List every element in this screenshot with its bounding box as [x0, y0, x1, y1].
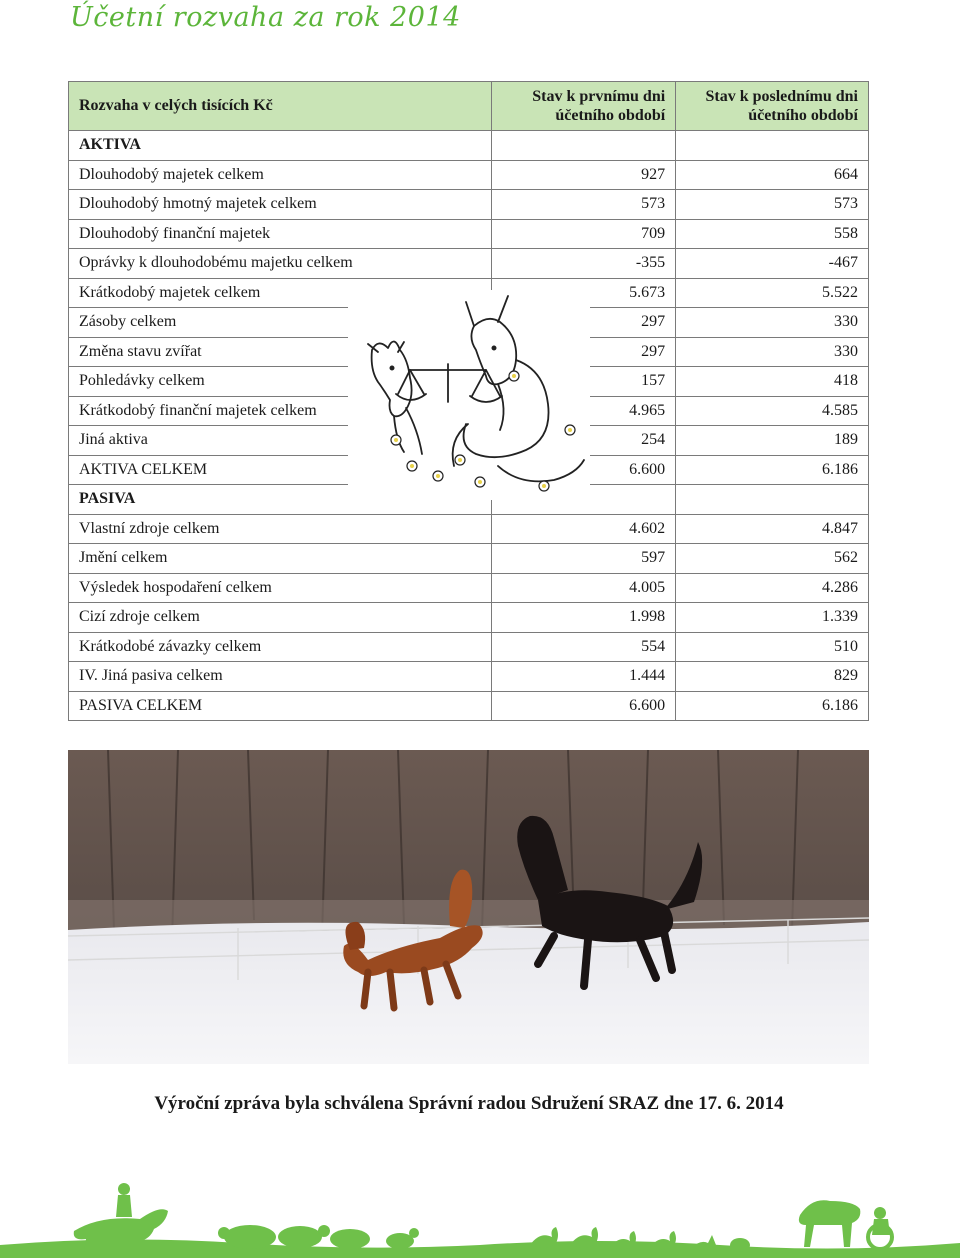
table-header-row: [69, 82, 869, 131]
row-label: Krátkodobé závazky celkem: [69, 632, 492, 662]
row-label: Dlouhodobý majetek celkem: [69, 160, 492, 190]
row-start-value: 4.602: [492, 514, 676, 544]
row-start-value: -355: [492, 249, 676, 279]
row-end-value: 4.847: [676, 514, 869, 544]
row-start-value: 597: [492, 544, 676, 574]
row-start-value: 254: [492, 426, 676, 456]
row-label: AKTIVA CELKEM: [69, 455, 492, 485]
header-label: Rozvaha v celých tisících Kč: [69, 82, 492, 131]
row-label: Výsledek hospodaření celkem: [69, 573, 492, 603]
row-end-value: 4.585: [676, 396, 869, 426]
table-row: [69, 514, 869, 544]
row-end-value: 418: [676, 367, 869, 397]
row-label: Jiná aktiva: [69, 426, 492, 456]
row-start-value: 297: [492, 337, 676, 367]
row-end-value: [676, 131, 869, 161]
row-label: Změna stavu zvířat: [69, 337, 492, 367]
approval-statement: Výroční zpráva byla schválena Správní radou Sdružení SRAZ dne 17. 6. 2014: [154, 1093, 784, 1114]
table-row: [69, 573, 869, 603]
row-start-value: 1.444: [492, 662, 676, 692]
row-start-value: 554: [492, 632, 676, 662]
row-end-value: 510: [676, 632, 869, 662]
row-start-value: 6.600: [492, 691, 676, 721]
row-start-value: 5.673: [492, 278, 676, 308]
row-label: AKTIVA: [69, 131, 492, 161]
row-start-value: 927: [492, 160, 676, 190]
row-start-value: 573: [492, 190, 676, 220]
row-end-value: -467: [676, 249, 869, 279]
row-end-value: 664: [676, 160, 869, 190]
row-label: Vlastní zdroje celkem: [69, 514, 492, 544]
header-last-day-line1: Stav k poslednímu dni: [705, 88, 858, 105]
row-end-value: 4.286: [676, 573, 869, 603]
header-first-day: [492, 82, 676, 131]
row-end-value: 573: [676, 190, 869, 220]
row-end-value: 558: [676, 219, 869, 249]
table-row: [69, 632, 869, 662]
row-label: Oprávky k dlouhodobému majetku celkem: [69, 249, 492, 279]
row-start-value: 709: [492, 219, 676, 249]
header-first-day-line1: Stav k prvnímu dni: [532, 88, 666, 105]
row-end-value: 6.186: [676, 691, 869, 721]
row-end-value: 330: [676, 308, 869, 338]
row-end-value: 5.522: [676, 278, 869, 308]
row-start-value: 157: [492, 367, 676, 397]
table-row: [69, 662, 869, 692]
row-label: Cizí zdroje celkem: [69, 603, 492, 633]
header-last-day: [676, 82, 869, 131]
row-start-value: 4.965: [492, 396, 676, 426]
row-start-value: 6.600: [492, 455, 676, 485]
header-last-day-line2: účetního období: [748, 107, 858, 124]
row-label: Jmění celkem: [69, 544, 492, 574]
goat-horse-scales-illustration: [348, 290, 590, 500]
row-end-value: 6.186: [676, 455, 869, 485]
row-label: PASIVA CELKEM: [69, 691, 492, 721]
row-start-value: 297: [492, 308, 676, 338]
table-row: [69, 131, 869, 161]
illustration-drawing: [348, 290, 590, 500]
row-start-value: 4.005: [492, 573, 676, 603]
row-label: Pohledávky celkem: [69, 367, 492, 397]
row-end-value: 330: [676, 337, 869, 367]
row-label: Krátkodobý majetek celkem: [69, 278, 492, 308]
animal-silhouettes: [0, 1175, 960, 1258]
row-label: Dlouhodobý finanční majetek: [69, 219, 492, 249]
row-end-value: 829: [676, 662, 869, 692]
photo-drawing: [68, 750, 869, 1064]
table-row: [69, 219, 869, 249]
row-label: Dlouhodobý hmotný majetek celkem: [69, 190, 492, 220]
animal-silhouette-band: [0, 1175, 960, 1258]
table-row: [69, 249, 869, 279]
table-row: [69, 544, 869, 574]
table-row: [69, 603, 869, 633]
table-row: [69, 160, 869, 190]
row-label: Zásoby celkem: [69, 308, 492, 338]
row-label: PASIVA: [69, 485, 492, 515]
row-end-value: [676, 485, 869, 515]
page-title: Účetní rozvaha za rok 2014: [70, 2, 461, 33]
row-end-value: 562: [676, 544, 869, 574]
row-start-value: 1.998: [492, 603, 676, 633]
row-start-value: [492, 131, 676, 161]
table-row: [69, 190, 869, 220]
table-row: [69, 691, 869, 721]
row-label: Krátkodobý finanční majetek celkem: [69, 396, 492, 426]
row-end-value: 189: [676, 426, 869, 456]
row-end-value: 1.339: [676, 603, 869, 633]
horses-in-snow-photo: [68, 750, 869, 1064]
row-label: IV. Jiná pasiva celkem: [69, 662, 492, 692]
header-first-day-line2: účetního období: [555, 107, 666, 124]
